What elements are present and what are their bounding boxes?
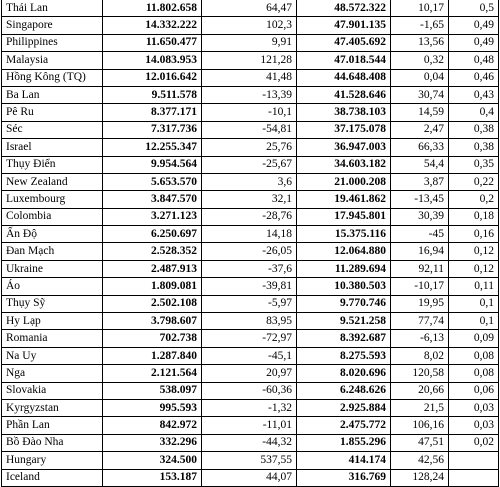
- share-cell: 0,12: [449, 260, 499, 277]
- value-cell: 12.255.347: [103, 139, 202, 156]
- country-cell: Ukraine: [2, 260, 103, 277]
- change-cell: 83,95: [202, 313, 297, 330]
- total-cell: 19.461.862: [297, 191, 391, 208]
- total-cell: 17.945.801: [297, 208, 391, 225]
- change-cell: 41,48: [202, 69, 297, 86]
- table-row: [2, 173, 499, 190]
- change-cell: -5,97: [202, 295, 297, 312]
- total-change-cell: 66,33: [391, 139, 449, 156]
- share-cell: 0,11: [449, 278, 499, 295]
- value-cell: 11.802.658: [103, 0, 202, 17]
- total-cell: 9.521.258: [297, 313, 391, 330]
- country-cell: Iceland: [2, 469, 103, 486]
- value-cell: 2.502.108: [103, 295, 202, 312]
- share-cell: 0,43: [449, 86, 499, 103]
- total-cell: 36.947.003: [297, 139, 391, 156]
- share-cell: 0,22: [449, 173, 499, 190]
- total-cell: 6.248.626: [297, 382, 391, 399]
- change-cell: -44,32: [202, 434, 297, 451]
- table-row: [2, 260, 499, 277]
- change-cell: 537,55: [202, 452, 297, 469]
- country-cell: Luxembourg: [2, 191, 103, 208]
- table-row: [2, 121, 499, 138]
- total-change-cell: 3,87: [391, 173, 449, 190]
- total-change-cell: 21,5: [391, 399, 449, 416]
- total-change-cell: 120,58: [391, 365, 449, 382]
- value-cell: 12.016.642: [103, 69, 202, 86]
- total-cell: 15.375.116: [297, 226, 391, 243]
- country-cell: Israel: [2, 139, 103, 156]
- country-cell: Thái Lan: [2, 0, 103, 17]
- table-row: [2, 17, 499, 34]
- share-cell: 0,48: [449, 52, 499, 69]
- country-cell: Hy Lạp: [2, 313, 103, 330]
- country-cell: Romania: [2, 330, 103, 347]
- change-cell: 3,6: [202, 173, 297, 190]
- country-cell: Séc: [2, 121, 103, 138]
- value-cell: 8.377.171: [103, 104, 202, 121]
- country-cell: Philippines: [2, 34, 103, 51]
- change-cell: 14,18: [202, 226, 297, 243]
- country-cell: Đan Mạch: [2, 243, 103, 260]
- total-change-cell: -10,17: [391, 278, 449, 295]
- total-change-cell: 128,24: [391, 469, 449, 486]
- total-cell: 2.925.884: [297, 399, 391, 416]
- share-cell: 0,16: [449, 226, 499, 243]
- country-cell: Colombia: [2, 208, 103, 225]
- share-cell: [449, 469, 499, 486]
- share-cell: 0,46: [449, 69, 499, 86]
- change-cell: -60,36: [202, 382, 297, 399]
- country-cell: New Zealand: [2, 173, 103, 190]
- country-cell: Pê Ru: [2, 104, 103, 121]
- total-change-cell: -6,13: [391, 330, 449, 347]
- country-cell: Na Uy: [2, 347, 103, 364]
- value-cell: 1.809.081: [103, 278, 202, 295]
- table-row: [2, 243, 499, 260]
- total-cell: 41.528.646: [297, 86, 391, 103]
- share-cell: 0,03: [449, 417, 499, 434]
- change-cell: 121,28: [202, 52, 297, 69]
- change-cell: 32,1: [202, 191, 297, 208]
- table-row: [2, 69, 499, 86]
- table-row: [2, 330, 499, 347]
- value-cell: 702.738: [103, 330, 202, 347]
- value-cell: 3.847.570: [103, 191, 202, 208]
- total-change-cell: -13,45: [391, 191, 449, 208]
- value-cell: 324.500: [103, 452, 202, 469]
- value-cell: 153.187: [103, 469, 202, 486]
- table-row: [2, 104, 499, 121]
- country-cell: Thụy Điển: [2, 156, 103, 173]
- total-cell: 414.174: [297, 452, 391, 469]
- table-row: [2, 191, 499, 208]
- change-cell: -37,6: [202, 260, 297, 277]
- total-cell: 10.380.503: [297, 278, 391, 295]
- change-cell: 25,76: [202, 139, 297, 156]
- total-cell: 11.289.694: [297, 260, 391, 277]
- total-cell: 12.064.880: [297, 243, 391, 260]
- value-cell: 3.271.123: [103, 208, 202, 225]
- table-row: [2, 278, 499, 295]
- table-row: [2, 86, 499, 103]
- total-cell: 21.000.208: [297, 173, 391, 190]
- table-row: [2, 34, 499, 51]
- total-change-cell: 10,17: [391, 0, 449, 17]
- table-row: [2, 295, 499, 312]
- total-change-cell: 30,39: [391, 208, 449, 225]
- value-cell: 2.528.352: [103, 243, 202, 260]
- total-change-cell: 54,4: [391, 156, 449, 173]
- value-cell: 14.083.953: [103, 52, 202, 69]
- total-cell: 47.405.692: [297, 34, 391, 51]
- total-change-cell: 19,95: [391, 295, 449, 312]
- change-cell: 9,91: [202, 34, 297, 51]
- share-cell: 0,1: [449, 313, 499, 330]
- total-change-cell: 106,16: [391, 417, 449, 434]
- total-cell: 8.275.593: [297, 347, 391, 364]
- country-cell: Áo: [2, 278, 103, 295]
- table-row: [2, 0, 499, 17]
- country-cell: Phần Lan: [2, 417, 103, 434]
- total-change-cell: 13,56: [391, 34, 449, 51]
- change-cell: -26,05: [202, 243, 297, 260]
- change-cell: -72,97: [202, 330, 297, 347]
- total-change-cell: 0,32: [391, 52, 449, 69]
- country-cell: Bồ Đào Nha: [2, 434, 103, 451]
- total-cell: 9.770.746: [297, 295, 391, 312]
- value-cell: 3.798.607: [103, 313, 202, 330]
- total-cell: 316.769: [297, 469, 391, 486]
- country-cell: Singapore: [2, 17, 103, 34]
- total-cell: 47.901.135: [297, 17, 391, 34]
- country-cell: Nga: [2, 365, 103, 382]
- value-cell: 1.287.840: [103, 347, 202, 364]
- change-cell: -28,76: [202, 208, 297, 225]
- value-cell: 2.121.564: [103, 365, 202, 382]
- table-row: [2, 469, 499, 486]
- value-cell: 9.511.578: [103, 86, 202, 103]
- value-cell: 332.296: [103, 434, 202, 451]
- total-change-cell: 0,04: [391, 69, 449, 86]
- value-cell: 11.650.477: [103, 34, 202, 51]
- share-cell: 0,1: [449, 295, 499, 312]
- share-cell: [449, 452, 499, 469]
- country-cell: Kyrgyzstan: [2, 399, 103, 416]
- share-cell: 0,08: [449, 347, 499, 364]
- share-cell: 0,06: [449, 382, 499, 399]
- total-cell: 1.855.296: [297, 434, 391, 451]
- change-cell: -39,81: [202, 278, 297, 295]
- share-cell: 0,38: [449, 121, 499, 138]
- change-cell: -10,1: [202, 104, 297, 121]
- table-row: [2, 365, 499, 382]
- value-cell: 7.317.736: [103, 121, 202, 138]
- total-change-cell: 42,56: [391, 452, 449, 469]
- country-cell: Thụy Sỹ: [2, 295, 103, 312]
- change-cell: 102,3: [202, 17, 297, 34]
- share-cell: 0,03: [449, 399, 499, 416]
- total-change-cell: 2,47: [391, 121, 449, 138]
- total-cell: 38.738.103: [297, 104, 391, 121]
- share-cell: 0,18: [449, 208, 499, 225]
- share-cell: 0,35: [449, 156, 499, 173]
- change-cell: -54,81: [202, 121, 297, 138]
- country-cell: Ấn Độ: [2, 226, 103, 243]
- table-row: [2, 156, 499, 173]
- total-change-cell: 92,11: [391, 260, 449, 277]
- total-cell: 8.020.696: [297, 365, 391, 382]
- total-cell: 48.572.322: [297, 0, 391, 17]
- table-row: [2, 139, 499, 156]
- total-cell: 44.648.408: [297, 69, 391, 86]
- total-cell: 34.603.182: [297, 156, 391, 173]
- share-cell: 0,09: [449, 330, 499, 347]
- share-cell: 0,08: [449, 365, 499, 382]
- change-cell: 44,07: [202, 469, 297, 486]
- total-change-cell: 77,74: [391, 313, 449, 330]
- value-cell: 995.593: [103, 399, 202, 416]
- total-change-cell: 30,74: [391, 86, 449, 103]
- value-cell: 2.487.913: [103, 260, 202, 277]
- change-cell: -13,39: [202, 86, 297, 103]
- total-change-cell: -45: [391, 226, 449, 243]
- country-cell: Hungary: [2, 452, 103, 469]
- total-cell: 47.018.544: [297, 52, 391, 69]
- share-cell: 0,02: [449, 434, 499, 451]
- country-cell: Ba Lan: [2, 86, 103, 103]
- change-cell: -1,32: [202, 399, 297, 416]
- table-row: [2, 208, 499, 225]
- change-cell: -11,01: [202, 417, 297, 434]
- table-row: [2, 382, 499, 399]
- country-cell: Hồng Kông (TQ): [2, 69, 103, 86]
- value-cell: 6.250.697: [103, 226, 202, 243]
- table-row: [2, 399, 499, 416]
- total-change-cell: 20,66: [391, 382, 449, 399]
- change-cell: 20,97: [202, 365, 297, 382]
- change-cell: 64,47: [202, 0, 297, 17]
- share-cell: 0,12: [449, 243, 499, 260]
- country-cell: Malaysia: [2, 52, 103, 69]
- table-row: [2, 452, 499, 469]
- value-cell: 842.972: [103, 417, 202, 434]
- total-change-cell: 14,59: [391, 104, 449, 121]
- table-row: [2, 347, 499, 364]
- total-cell: 2.475.772: [297, 417, 391, 434]
- share-cell: 0,38: [449, 139, 499, 156]
- total-cell: 8.392.687: [297, 330, 391, 347]
- total-change-cell: -1,65: [391, 17, 449, 34]
- share-cell: 0,2: [449, 191, 499, 208]
- table-row: [2, 313, 499, 330]
- total-cell: 37.175.078: [297, 121, 391, 138]
- country-cell: Slovakia: [2, 382, 103, 399]
- total-change-cell: 16,94: [391, 243, 449, 260]
- table-body: [2, 0, 499, 486]
- table-row: [2, 52, 499, 69]
- change-cell: -45,1: [202, 347, 297, 364]
- value-cell: 5.653.570: [103, 173, 202, 190]
- total-change-cell: 8,02: [391, 347, 449, 364]
- table-row: [2, 434, 499, 451]
- share-cell: 0,49: [449, 34, 499, 51]
- share-cell: 0,5: [449, 0, 499, 17]
- value-cell: 9.954.564: [103, 156, 202, 173]
- share-cell: 0,49: [449, 17, 499, 34]
- total-change-cell: 47,51: [391, 434, 449, 451]
- table-row: [2, 226, 499, 243]
- trade-table: [1, 0, 499, 487]
- share-cell: 0,4: [449, 104, 499, 121]
- change-cell: -25,67: [202, 156, 297, 173]
- value-cell: 14.332.222: [103, 17, 202, 34]
- value-cell: 538.097: [103, 382, 202, 399]
